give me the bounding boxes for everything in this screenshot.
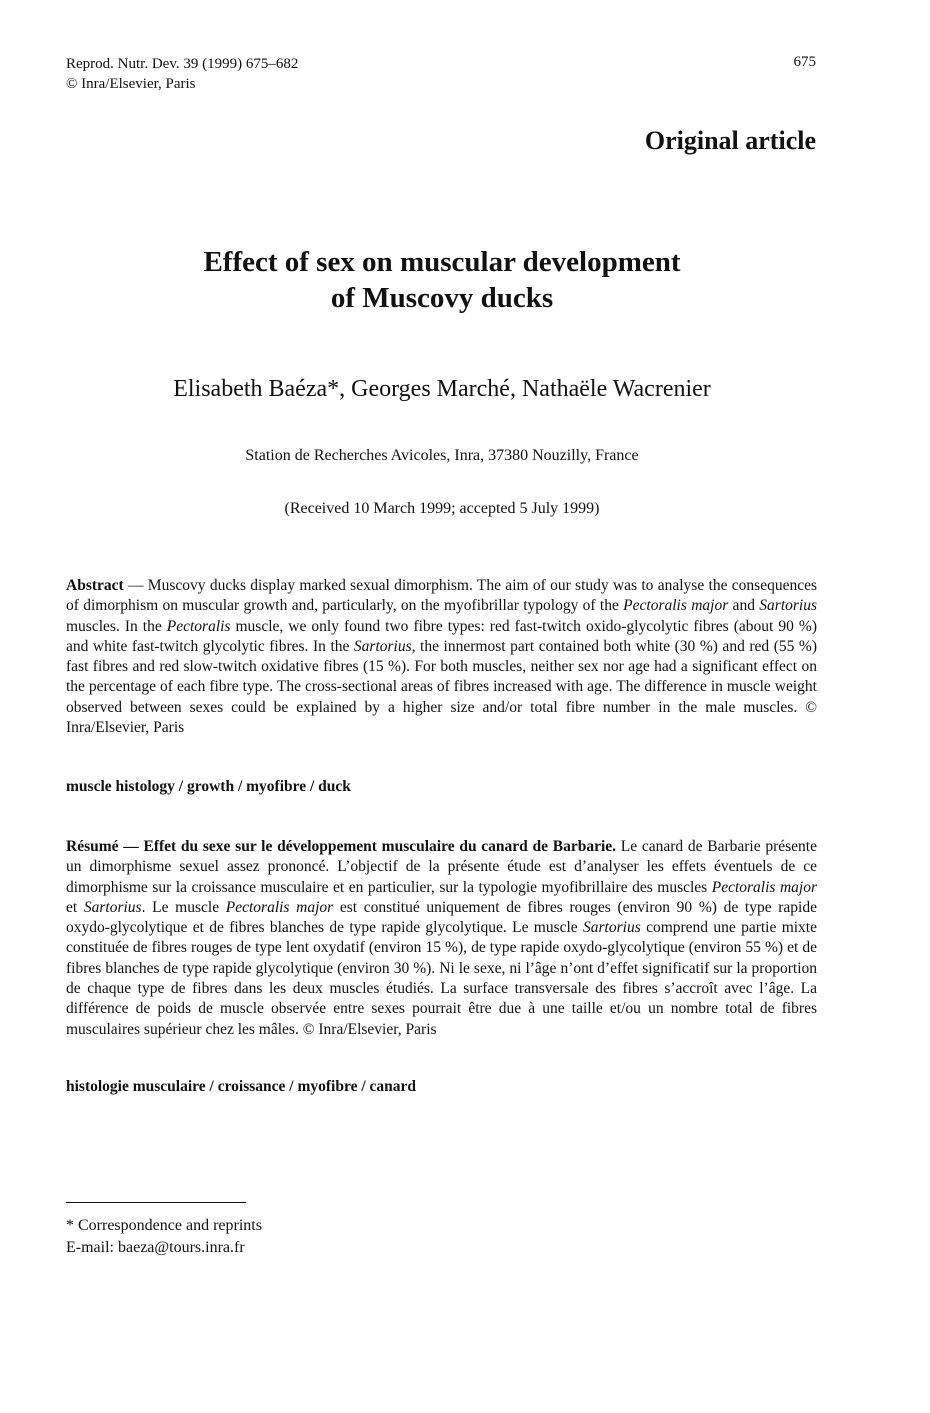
abstract-text: , the innermost part contained both white (30 %) and red (55 %) fast fibres and red slow-twitch oxidative fibres (15 %). For both muscles, neither sex nor age had a significant effect on the percentage of each fibre type. The cross-sectional areas of fibres increased with age. The difference in muscle weight observed between sexes could be explained by a higher size and/or total fibre number in the male muscles. © Inra/Elsevier, Paris — [66, 637, 817, 737]
abstract-italic-term: Sartorius — [353, 637, 412, 655]
keywords-french: histologie musculaire / croissance / myofibre / canard — [66, 1078, 417, 1095]
abstract-text: and — [728, 597, 760, 615]
keywords-english: muscle histology / growth / myofibre / duck — [66, 778, 351, 795]
abstract-italic-term: Sartorius — [759, 597, 817, 615]
resume-text: Le canard de Barbarie présente un dimorphisme sexuel assez prononcé. L’objectif de la présente étude est d’analyser les effets éventuels de ce dimorphisme sur la croissance musculaire et en particulier, sur la typologie myofibrillaire des muscles — [66, 838, 817, 896]
resume-paragraph — [66, 837, 817, 1040]
resume-italic-term: Pectoralis major — [711, 878, 817, 896]
resume-text: comprend une partie mixte constituée de fibres rouges de type lent oxydatif (environ 15 %), de type rapide oxydo-glycolytique (environ 55 %) et de fibres blanches de type rapide glycolytique (environ 30 %). Ni le sexe, ni l’âge n’ont d’effet significatif sur la proportion de chaque type de fibres dans les deux muscles étudiés. La surface transversale des fibres s’accroît avec l’âge. La différence de poids de muscle observée entre sexes pourrait être due à une taille et/ou un nombre total de fibres musculaires supérieur chez les mâles. © Inra/Elsevier, Paris — [66, 919, 817, 1038]
footnote-divider — [66, 1202, 246, 1203]
article-type-heading: Original article — [644, 126, 816, 155]
resume-text: . Le muscle — [141, 898, 226, 916]
resume-italic-term: Sartorius — [583, 919, 641, 937]
footnote-email: E-mail: baeza@tours.inra.fr — [66, 1239, 245, 1256]
footnote-correspondence: * Correspondence and reprints — [66, 1217, 262, 1234]
paper-title — [0, 244, 884, 316]
abstract-text: — Muscovy ducks display marked sexual dimorphism. The aim of our study was to analyse the consequences of dimorphism on muscular growth and, particularly, on the myofibrillar typology of the — [66, 577, 817, 615]
resume-italic-term: Sartorius — [83, 898, 142, 916]
affiliation: Station de Recherches Avicoles, Inra, 37380 Nouzilly, France — [245, 447, 639, 464]
title-line-2: of Muscovy ducks — [330, 282, 554, 314]
resume-text: et — [66, 898, 84, 916]
journal-reference: Reprod. Nutr. Dev. 39 (1999) 675–682 — [66, 56, 299, 72]
copyright-line: © Inra/Elsevier, Paris — [66, 76, 196, 92]
abstract-text: muscles. In the — [66, 617, 167, 635]
abstract-italic-term: Pectoralis — [166, 617, 231, 635]
abstract-italic-term: Pectoralis major — [623, 597, 729, 615]
resume-label: Résumé — Effet du sexe sur le développement musculaire du canard de Barbarie. — [66, 838, 617, 855]
page-number: 675 — [793, 54, 816, 70]
abstract-label: Abstract — [66, 577, 124, 594]
received-dates: (Received 10 March 1999; accepted 5 July 1999) — [284, 500, 600, 517]
abstract-paragraph — [66, 576, 817, 738]
resume-text: est constitué uniquement de fibres rouges (environ 90 %) de type rapide oxydo-glycolytique et de fibres blanches de type rapide glycolytique. Le muscle — [66, 898, 817, 937]
author-list: Elisabeth Baéza*, Georges Marché, Nathaële Wacrenier — [173, 376, 711, 402]
abstract-text: muscle, we only found two fibre types: red fast-twitch oxido-glycolytic fibres (about 90 %) and white fast-twitch glycolytic fibres. In the — [66, 617, 817, 655]
resume-italic-term: Pectoralis major — [225, 898, 334, 916]
title-line-1: Effect of sex on muscular development — [203, 246, 681, 278]
